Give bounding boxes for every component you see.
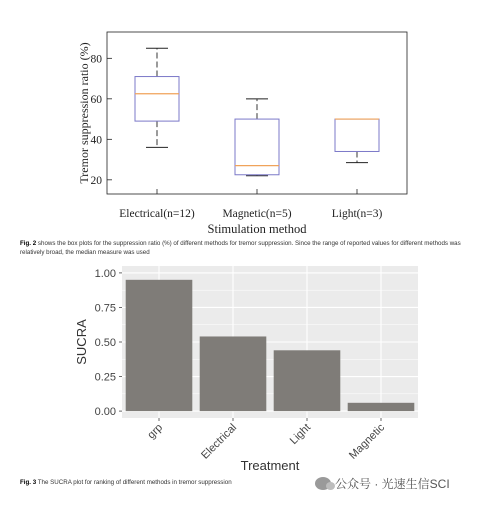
sucra-x-tick-label: Light [287, 421, 314, 447]
figure-2-label: Fig. 2 [20, 240, 37, 247]
boxplot-chart [77, 32, 407, 236]
boxplot-y-tick-label: 40 [90, 134, 102, 147]
boxplot-y-ticks [91, 53, 113, 187]
figure-3-caption [20, 479, 320, 488]
sucra-x-tick-label: Magnetic [347, 421, 388, 462]
figure-3-caption-text: The SUCRA plot for ranking of different methods in tremor suppression [37, 479, 232, 486]
sucra-y-tick-label: 0.00 [94, 406, 116, 419]
sucra-x-ticks [145, 418, 387, 462]
sucra-bar [274, 350, 341, 411]
watermark-text: 公众号 · 光速生信SCI [335, 476, 450, 491]
sucra-y-tick-label: 1.00 [94, 267, 116, 280]
boxplot-box [335, 119, 379, 151]
boxplot-y-tick-label: 80 [90, 53, 102, 66]
sucra-y-tick-label: 0.75 [94, 302, 116, 315]
wechat-icon [315, 477, 331, 490]
figure-2-caption [20, 240, 480, 257]
boxplot-y-tick-label: 20 [90, 174, 102, 187]
sucra-y-tick-label: 0.25 [94, 371, 116, 384]
watermark [315, 474, 450, 492]
boxplot-x-tick-label: Electrical(n=12) [119, 208, 195, 220]
sucra-x-axis-label: Treatment [240, 458, 300, 473]
boxplot-box [235, 119, 279, 175]
boxplot-x-tick-label: Magnetic(n=5) [222, 208, 292, 220]
boxplot-y-axis-label: Tremor suppression ratio (%) [77, 42, 91, 184]
sucra-y-ticks [95, 268, 122, 418]
sucra-bar [200, 336, 267, 411]
sucra-x-tick-label: grp [145, 421, 166, 442]
boxplot-x-tick-label: Light(n=3) [331, 208, 383, 220]
sucra-x-tick-label: Electrical [199, 421, 240, 462]
sucra-y-tick-label: 0.50 [94, 337, 116, 349]
sucra-bar [348, 403, 415, 411]
boxplot-box [135, 77, 179, 122]
boxplot-y-tick-label: 60 [90, 93, 102, 106]
figure-3-label: Fig. 3 [20, 479, 37, 486]
boxplot-x-axis-label: Stimulation method [207, 222, 307, 236]
sucra-chart [74, 266, 418, 473]
figure-2-caption-text: shows the box plots for the suppression ratio (%) of different methods for tremor suppression. Since the range of reported values for different methods was relatively broad, the median measure was used [20, 240, 461, 256]
boxplot-boxes [135, 48, 379, 176]
sucra-y-axis-label: SUCRA [74, 319, 89, 365]
sucra-bar [126, 280, 193, 411]
